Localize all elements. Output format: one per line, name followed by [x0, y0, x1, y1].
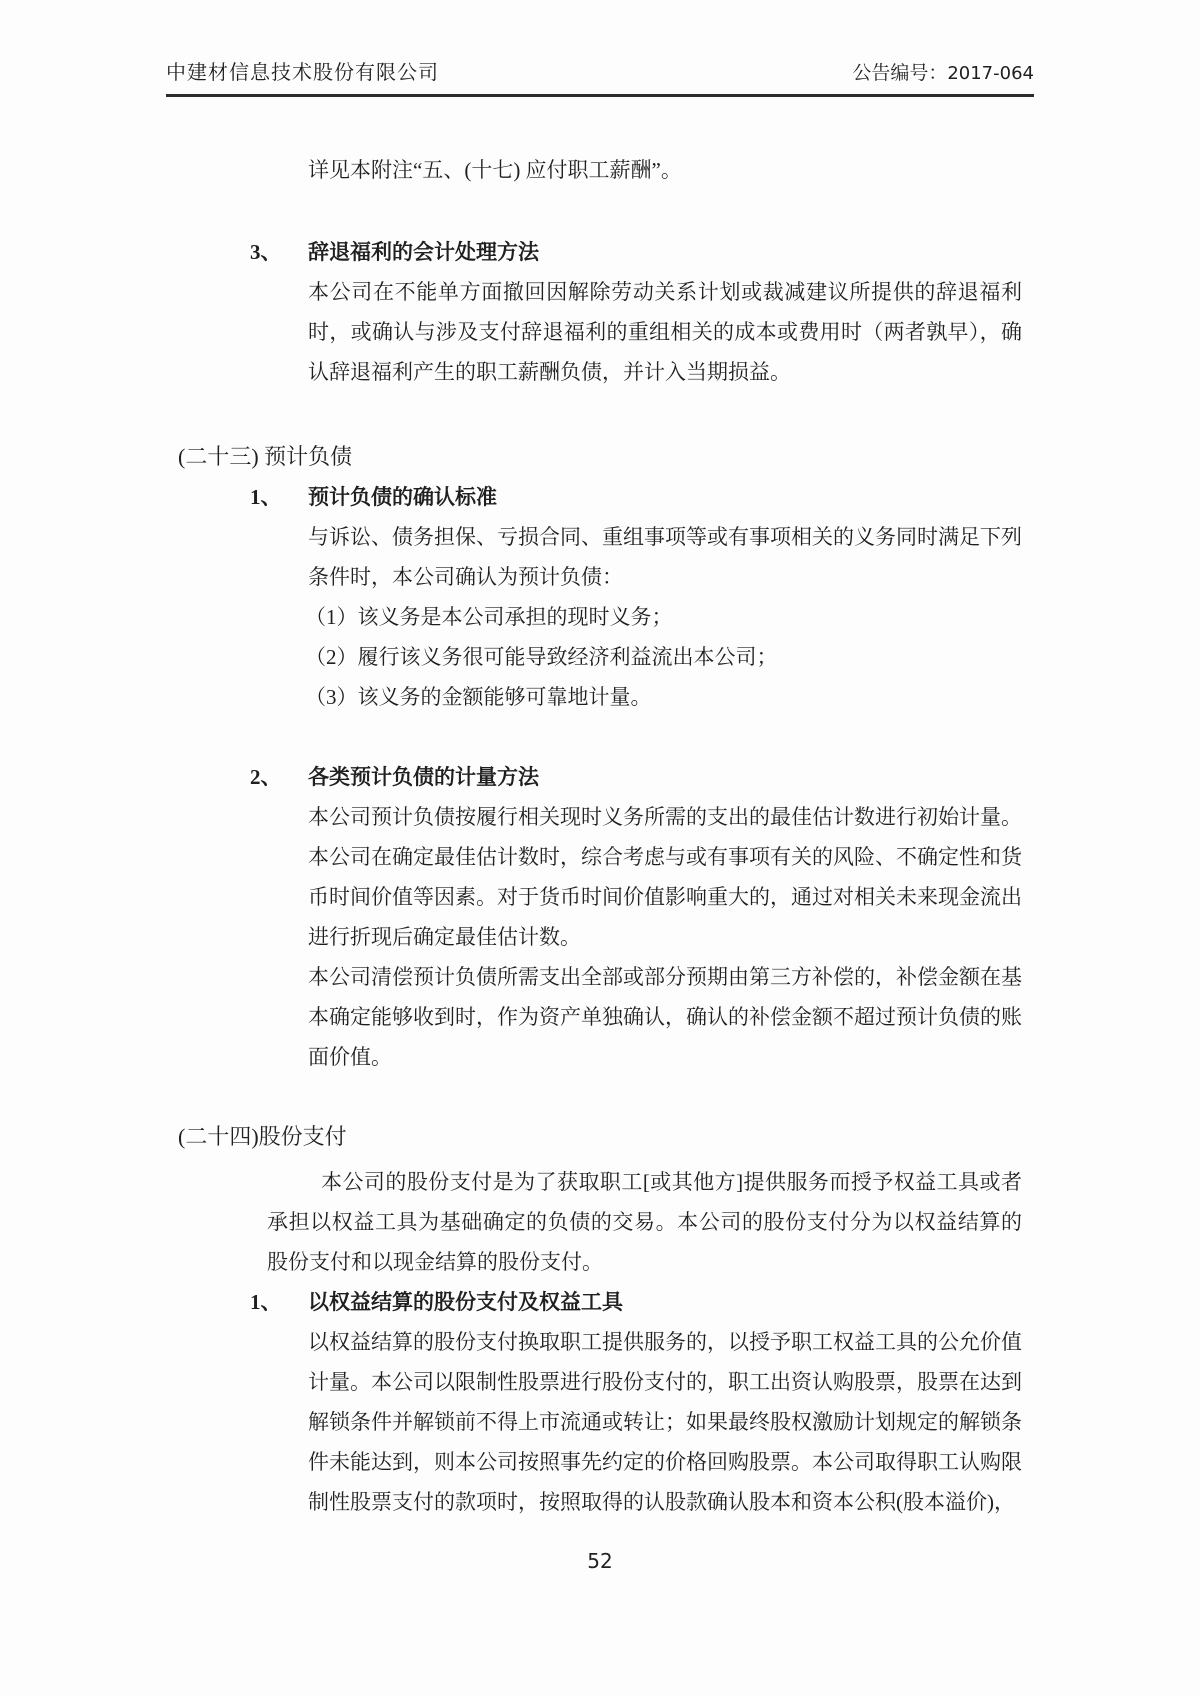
section-23-item-1-number: 1、: [250, 485, 282, 509]
section-23-item-1-heading: [0, 477, 1200, 517]
section-3-title: 辞退福利的会计处理方法: [308, 240, 539, 264]
page-footer: [0, 1549, 1200, 1573]
section-24-item-1-number: 1、: [250, 1290, 282, 1314]
section-23-item-2-paragraph-1: 本公司预计负债按履行相关现时义务所需的支出的最佳估计数进行初始计量。本公司在确定最佳估计数时，综合考虑与或有事项有关的风险、不确定性和货币时间价值等因素。对于货币时间价值影响重大的，通过对相关未来现金流出进行折现后确定最佳估计数。: [308, 805, 1022, 949]
section-24-item-1-title: 以权益结算的股份支付及权益工具: [308, 1290, 623, 1314]
section-24-item-1-paragraph: 以权益结算的股份支付换取职工提供服务的，以授予职工权益工具的公允价值计量。本公司以限制性股票进行股份支付的，职工出资认购股票，股票在达到解锁条件并解锁前不得上市流通或转让；如果最终股权激励计划规定的解锁条件未能达到，则本公司按照事先约定的价格回购股票。本公司取得职工认购限制性股票支付的款项时，按照取得的认股款确认股本和资本公积(股本溢价)，: [308, 1330, 1022, 1514]
note-reference-line: 详见本附注“五、(十七) 应付职工薪酬”。: [308, 158, 682, 182]
company-name: 中建材信息技术股份有限公司: [166, 62, 439, 84]
announcement-label: 公告编号：: [852, 63, 948, 84]
section-3-heading: [0, 232, 1200, 272]
condition-item-2: （2）履行该义务很可能导致经济利益流出本公司；: [305, 645, 778, 669]
condition-item-1: （1）该义务是本公司承担的现时义务；: [305, 605, 673, 629]
page-number: 52: [587, 1549, 613, 1573]
section-23-item-2-number: 2、: [250, 765, 282, 789]
section-23-item-1-paragraph: 与诉讼、债务担保、亏损合同、重组事项等或有事项相关的义务同时满足下列条件时，本公司确认为预计负债：: [308, 525, 1022, 589]
section-24-heading: (二十四)股份支付: [178, 1124, 347, 1149]
section-23-item-2-heading: [0, 757, 1200, 797]
section-24-item-1-heading: [0, 1282, 1200, 1322]
condition-item-3: （3）该义务的金额能够可靠地计量。: [305, 685, 652, 709]
section-23-item-2-paragraph-2: 本公司清偿预计负债所需支出全部或部分预期由第三方补偿的，补偿金额在基本确定能够收到时，作为资产单独确认，确认的补偿金额不超过预计负债的账面价值。: [308, 965, 1022, 1069]
announcement-number-value: 2017-064: [947, 63, 1034, 84]
section-3-number: 3、: [250, 240, 282, 264]
section-24-intro-paragraph: 本公司的股份支付是为了获取职工[或其他方]提供服务而授予权益工具或者承担以权益工具为基础确定的负债的交易。本公司的股份支付分为以权益结算的股份支付和以现金结算的股份支付。: [267, 1170, 1022, 1274]
section-23-item-2-title: 各类预计负债的计量方法: [308, 765, 539, 789]
section-23-item-1-title: 预计负债的确认标准: [308, 485, 497, 509]
section-23-heading: (二十三) 预计负债: [178, 444, 353, 469]
section-3-paragraph: 本公司在不能单方面撤回因解除劳动关系计划或裁减建议所提供的辞退福利时，或确认与涉及支付辞退福利的重组相关的成本或费用时（两者孰早），确认辞退福利产生的职工薪酬负债，并计入当期损益。: [308, 280, 1022, 384]
